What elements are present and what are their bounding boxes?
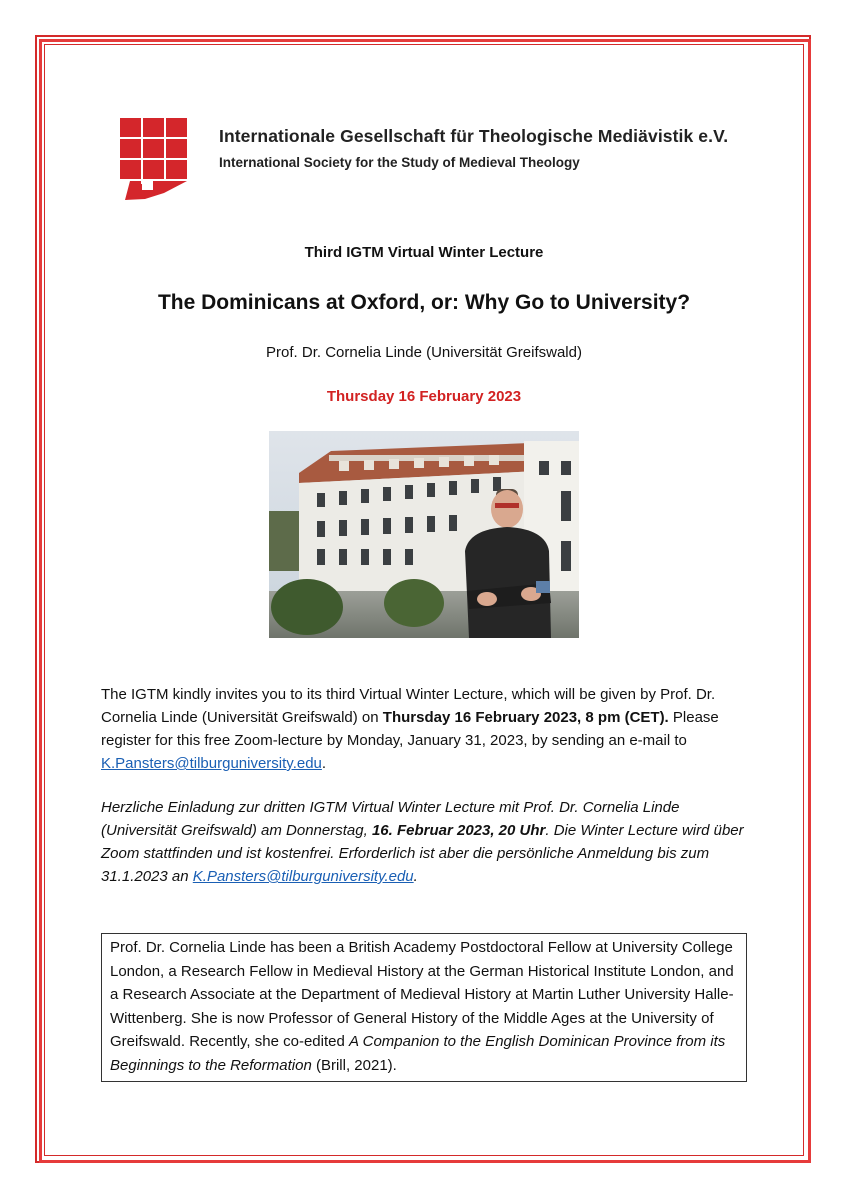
- email-link-english[interactable]: K.Pansters@tilburguniversity.edu: [101, 755, 322, 772]
- bio-text: Prof. Dr. Cornelia Linde has been a British Academy Postdoctoral Fellow at University College London, a Research Fellow in Medieval History at the German Historical Institute London, and a Research Associate at the Department of Medieval History at Martin Luther University Halle-Wittenberg. She is now Professor of General History of the Middle Ages at the University of Greifswald. Recently, she co-edited: [110, 939, 734, 1050]
- org-name-english: International Society for the Study of Medieval Theology: [219, 155, 580, 170]
- invitation-english-datetime: Thursday 16 February 2023, 8 pm (CET).: [382, 709, 669, 726]
- invitation-english: [101, 683, 751, 775]
- bio-text-end: (Brill, 2021).: [311, 1056, 397, 1074]
- org-name-german: Internationale Gesellschaft für Theologische Mediävistik e.V.: [219, 126, 729, 146]
- bio-book-title: A Companion to the English Dominican Province from its Beginnings to the Reformation: [110, 1033, 726, 1074]
- invitation-english-text-2: Please register for this free Zoom-lecture by Monday, January 31, 2023, by sending an e-mail to: [101, 709, 719, 749]
- lecture-title: The Dominicans at Oxford, or: Why Go to University?: [157, 291, 691, 314]
- invitation-german-text-2: . Die Winter Lecture wird über Zoom stattfinden und ist kostenfrei. Erforderlich ist aber die persönliche Anmeldung bis zum 31.1.2023 an: [101, 822, 744, 885]
- red-grid-logo-icon: [120, 118, 190, 202]
- email-link-german[interactable]: K.Pansters@tilburguniversity.edu: [192, 868, 414, 885]
- invitation-german-end: .: [413, 868, 418, 885]
- invitation-german: [101, 796, 751, 888]
- lecture-series: Third IGTM Virtual Winter Lecture: [304, 244, 544, 261]
- invitation-german-text: Herzliche Einladung zur dritten IGTM Virtual Winter Lecture mit Prof. Dr. Cornelia Linde (Universität Greifswald) am Donnerstag,: [101, 799, 680, 839]
- lecture-date: Thursday 16 February 2023: [326, 388, 522, 405]
- speaker-name: Prof. Dr. Cornelia Linde (Universität Greifswald): [266, 344, 582, 361]
- invitation-german-datetime: 16. Februar 2023, 20 Uhr: [371, 822, 546, 839]
- invitation-english-end: .: [321, 755, 327, 772]
- speaker-portrait-photo: [269, 431, 579, 638]
- invitation-english-text: The IGTM kindly invites you to its third Virtual Winter Lecture, which will be given by Prof. Dr. Cornelia Linde (Universität Greifswald) on: [101, 686, 716, 726]
- speaker-bio-box: [101, 933, 747, 1082]
